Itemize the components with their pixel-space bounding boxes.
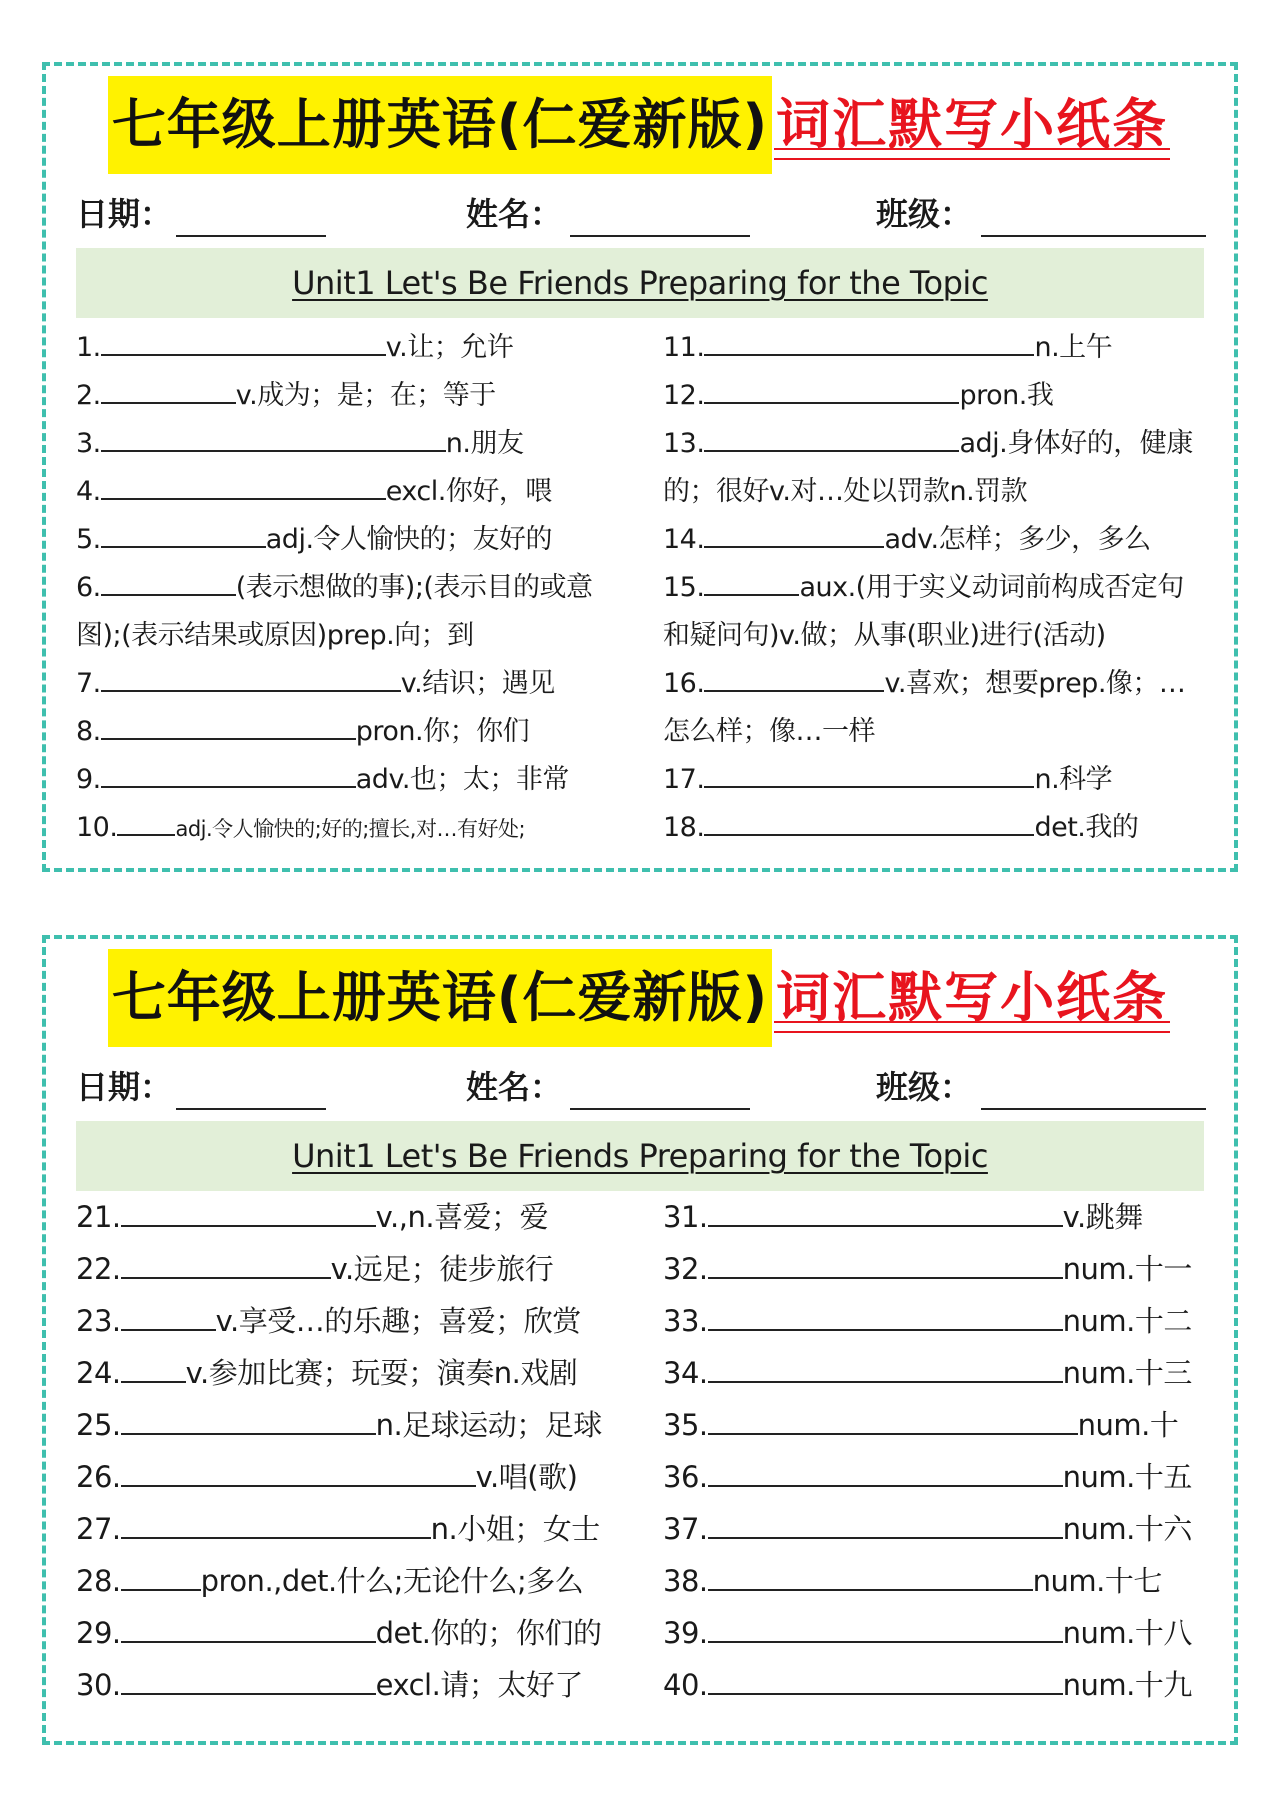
answer-blank[interactable] <box>708 1455 1063 1487</box>
list-item: 33. num.十二 <box>663 1295 1203 1347</box>
answer-blank[interactable] <box>101 420 446 452</box>
answer-blank[interactable] <box>121 1663 376 1695</box>
list-item: 26. v.唱(歌) <box>76 1451 616 1503</box>
answer-blank[interactable] <box>708 1403 1078 1435</box>
date-blank[interactable] <box>176 1108 326 1110</box>
answer-blank[interactable] <box>101 756 356 788</box>
list-item: 3. n.朋友 <box>76 420 616 468</box>
unit-banner <box>76 1121 1204 1191</box>
title <box>46 76 1234 174</box>
list-item: 32. num.十一 <box>663 1243 1203 1295</box>
answer-blank[interactable] <box>708 1559 1033 1591</box>
answer-blank[interactable] <box>121 1403 376 1435</box>
answer-blank[interactable] <box>708 1507 1063 1539</box>
answer-blank[interactable] <box>101 324 386 356</box>
left-column <box>76 1191 616 1711</box>
answer-blank[interactable] <box>708 1299 1063 1331</box>
name-blank[interactable] <box>570 1108 750 1110</box>
left-column <box>76 324 616 852</box>
class-blank[interactable] <box>981 235 1206 237</box>
list-item: 38. num.十七 <box>663 1555 1203 1607</box>
answer-blank[interactable] <box>121 1247 331 1279</box>
answer-blank[interactable] <box>121 1195 376 1227</box>
answer-blank[interactable] <box>101 708 356 740</box>
list-item: 11. n.上午 <box>663 324 1203 372</box>
list-item: 35. num.十 <box>663 1399 1203 1451</box>
list-item: 12. pron.我 <box>663 372 1203 420</box>
list-item: 17. n.科学 <box>663 756 1203 804</box>
list-item: 36. num.十五 <box>663 1451 1203 1503</box>
title-red: 词汇默写小纸条 <box>772 76 1172 174</box>
list-item: 5. adj.令人愉快的；友好的 <box>76 516 616 564</box>
class-label: 班级： <box>876 195 973 233</box>
answer-blank[interactable] <box>101 564 236 596</box>
list-item: 29. det.你的；你们的 <box>76 1607 616 1659</box>
answer-blank[interactable] <box>121 1351 186 1383</box>
list-item: 1. v.让；允许 <box>76 324 616 372</box>
answer-blank[interactable] <box>117 804 175 836</box>
answer-blank[interactable] <box>704 756 1034 788</box>
answer-blank[interactable] <box>704 516 884 548</box>
answer-blank[interactable] <box>101 660 401 692</box>
title <box>46 949 1234 1047</box>
list-item: 2. v.成为；是；在；等于 <box>76 372 616 420</box>
answer-blank[interactable] <box>121 1507 431 1539</box>
date-label: 日期： <box>76 195 173 233</box>
list-item: 37. num.十六 <box>663 1503 1203 1555</box>
answer-blank[interactable] <box>704 372 959 404</box>
list-item: 9. adv.也；太；非常 <box>76 756 616 804</box>
answer-blank[interactable] <box>704 804 1034 836</box>
list-item: 25. n.足球运动；足球 <box>76 1399 616 1451</box>
answer-blank[interactable] <box>708 1351 1063 1383</box>
meta-row <box>76 1064 1204 1114</box>
answer-blank[interactable] <box>121 1559 201 1591</box>
unit-heading: Unit1 Let's Be Friends Preparing for the Topic <box>292 1137 988 1175</box>
list-item: 40. num.十九 <box>663 1659 1203 1711</box>
answer-blank[interactable] <box>101 468 386 500</box>
answer-blank[interactable] <box>121 1611 376 1643</box>
answer-blank[interactable] <box>704 420 959 452</box>
list-item: 18. det.我的 <box>663 804 1203 852</box>
list-item: 8. pron.你；你们 <box>76 708 616 756</box>
answer-blank[interactable] <box>708 1247 1063 1279</box>
answer-blank[interactable] <box>101 372 236 404</box>
date-blank[interactable] <box>176 235 326 237</box>
list-item: 31. v.跳舞 <box>663 1191 1203 1243</box>
list-item: 30. excl.请；太好了 <box>76 1659 616 1711</box>
list-item: 10. adj.令人愉快的;好的;擅长,对…有好处; <box>76 804 616 852</box>
list-item: 34. num.十三 <box>663 1347 1203 1399</box>
answer-blank[interactable] <box>704 660 884 692</box>
answer-blank[interactable] <box>708 1195 1063 1227</box>
list-item: 7. v.结识；遇见 <box>76 660 616 708</box>
right-column <box>663 1191 1203 1711</box>
class-label: 班级： <box>876 1068 973 1106</box>
title-highlighted: 七年级上册英语(仁爱新版) <box>108 949 772 1047</box>
date-label: 日期： <box>76 1068 173 1106</box>
meta-row <box>76 191 1204 241</box>
unit-heading: Unit1 Let's Be Friends Preparing for the Topic <box>292 264 988 302</box>
worksheet-card-1 <box>42 62 1238 872</box>
list-item: 28. pron.,det.什么;无论什么;多么 <box>76 1555 616 1607</box>
answer-blank[interactable] <box>121 1299 216 1331</box>
list-item: 27. n.小姐；女士 <box>76 1503 616 1555</box>
title-highlighted: 七年级上册英语(仁爱新版) <box>108 76 772 174</box>
list-item: 15. aux.(用于实义动词前构成否定句和疑问句)v.做；从事(职业)进行(活动) <box>663 564 1203 660</box>
worksheet-card-2 <box>42 935 1238 1745</box>
answer-blank[interactable] <box>704 564 799 596</box>
list-item: 4. excl.你好，喂 <box>76 468 616 516</box>
class-blank[interactable] <box>981 1108 1206 1110</box>
list-item: 23. v.享受…的乐趣；喜爱；欣赏 <box>76 1295 616 1347</box>
name-label: 姓名： <box>466 195 563 233</box>
list-item: 13. adj.身体好的，健康的；很好v.对…处以罚款n.罚款 <box>663 420 1203 516</box>
list-item: 24. v.参加比赛；玩耍；演奏n.戏剧 <box>76 1347 616 1399</box>
answer-blank[interactable] <box>121 1455 476 1487</box>
right-column <box>663 324 1203 852</box>
unit-banner <box>76 248 1204 318</box>
list-item: 39. num.十八 <box>663 1607 1203 1659</box>
list-item: 16. v.喜欢；想要prep.像；…怎么样；像…一样 <box>663 660 1203 756</box>
answer-blank[interactable] <box>708 1611 1063 1643</box>
answer-blank[interactable] <box>708 1663 1063 1695</box>
answer-blank[interactable] <box>101 516 266 548</box>
name-label: 姓名： <box>466 1068 563 1106</box>
name-blank[interactable] <box>570 235 750 237</box>
list-item: 6. (表示想做的事);(表示目的或意图);(表示结果或原因)prep.向；到 <box>76 564 616 660</box>
title-red: 词汇默写小纸条 <box>772 949 1172 1047</box>
answer-blank[interactable] <box>704 324 1034 356</box>
list-item: 22. v.远足；徒步旅行 <box>76 1243 616 1295</box>
list-item: 14. adv.怎样；多少，多么 <box>663 516 1203 564</box>
list-item: 21. v.,n.喜爱；爱 <box>76 1191 616 1243</box>
